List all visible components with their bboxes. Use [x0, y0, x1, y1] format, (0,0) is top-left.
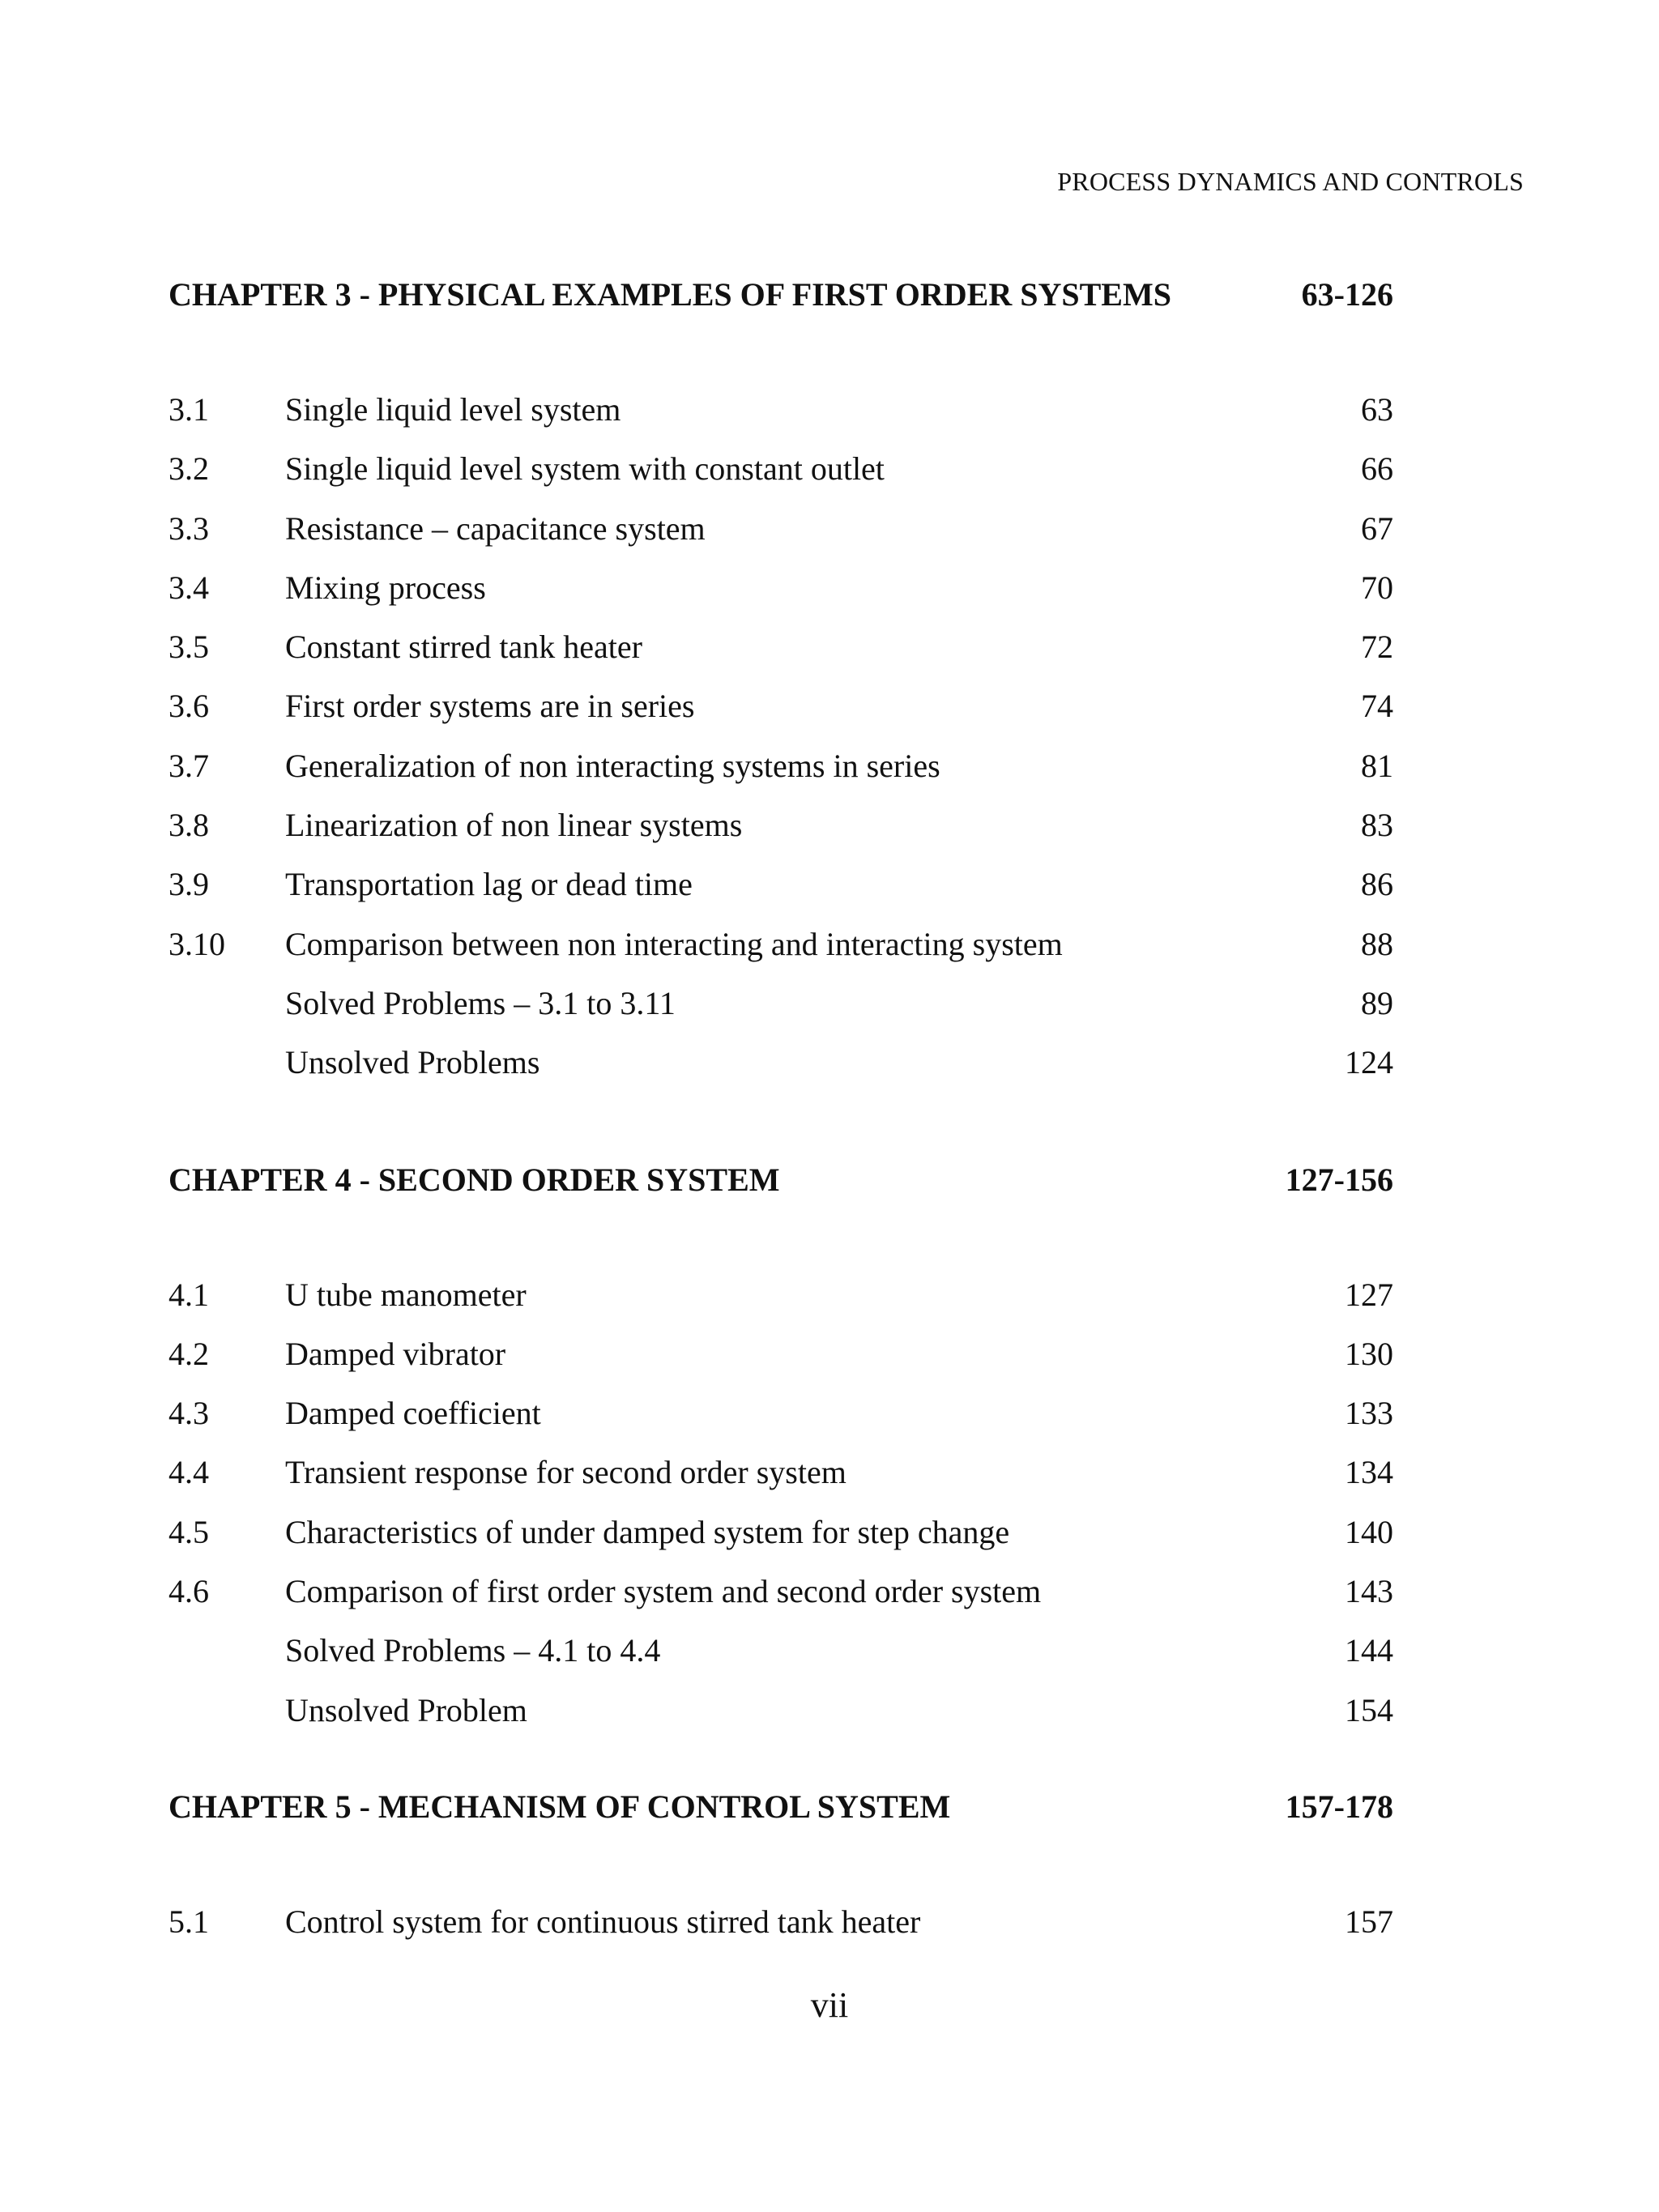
- section-number: 3.1: [168, 391, 209, 428]
- section-title: Damped coefficient: [285, 1395, 541, 1432]
- section-number: 3.2: [168, 450, 209, 488]
- chapter-heading: [168, 275, 1393, 321]
- toc-entry: [168, 687, 1393, 746]
- toc-entry: [168, 1631, 1393, 1690]
- section-title: Control system for continuous stirred tank heater: [285, 1903, 921, 1940]
- section-page: 157: [1345, 1903, 1393, 1940]
- section-title: Transportation lag or dead time: [285, 866, 693, 903]
- section-page: 67: [1361, 509, 1393, 547]
- section-page: 154: [1345, 1691, 1393, 1728]
- section-title: Damped vibrator: [285, 1335, 506, 1372]
- chapter-page-range: 63-126: [1301, 276, 1393, 313]
- section-page: 81: [1361, 747, 1393, 784]
- section-page: 144: [1345, 1632, 1393, 1669]
- section-title: Single liquid level system: [285, 391, 621, 428]
- toc-entry: [168, 865, 1393, 924]
- toc-entry: [168, 1572, 1393, 1631]
- section-title: Unsolved Problem: [285, 1691, 527, 1728]
- table-of-contents: [168, 275, 1393, 1962]
- chapter-title: CHAPTER 4 - SECOND ORDER SYSTEM: [168, 1161, 780, 1198]
- section-title: First order systems are in series: [285, 688, 695, 725]
- section-number: 3.5: [168, 629, 209, 666]
- section-page: 89: [1361, 984, 1393, 1021]
- toc-entry: [168, 569, 1393, 628]
- section-number: 4.2: [168, 1335, 209, 1372]
- toc-entry: [168, 1453, 1393, 1512]
- page-number: vii: [810, 1985, 849, 2025]
- toc-entry: [168, 925, 1393, 984]
- chapter-title: CHAPTER 3 - PHYSICAL EXAMPLES OF FIRST ORDER SYSTEMS: [168, 276, 1171, 313]
- section-title: Comparison between non interacting and interacting system: [285, 925, 1063, 962]
- section-page: 70: [1361, 569, 1393, 606]
- section-title: Solved Problems – 3.1 to 3.11: [285, 984, 676, 1021]
- section-page: 74: [1361, 688, 1393, 725]
- chapter-heading: [168, 1161, 1393, 1206]
- section-page: 88: [1361, 925, 1393, 962]
- section-title: U tube manometer: [285, 1276, 527, 1313]
- toc-entry: [168, 984, 1393, 1043]
- section-number: 5.1: [168, 1903, 209, 1940]
- chapter-entries: [168, 390, 1393, 1103]
- section-title: Transient response for second order system: [285, 1454, 847, 1491]
- toc-entry: [168, 390, 1393, 450]
- section-number: 3.7: [168, 747, 209, 784]
- section-number: 3.3: [168, 509, 209, 547]
- section-number: 4.6: [168, 1573, 209, 1610]
- section-title: Constant stirred tank heater: [285, 629, 642, 666]
- section-title: Characteristics of under damped system for step change: [285, 1513, 1010, 1550]
- section-page: 143: [1345, 1573, 1393, 1610]
- toc-entry: [168, 1043, 1393, 1102]
- section-page: 63: [1361, 391, 1393, 428]
- section-title: Mixing process: [285, 569, 486, 606]
- chapter-heading: [168, 1788, 1393, 1833]
- section-page: 124: [1345, 1044, 1393, 1081]
- section-number: 4.4: [168, 1454, 209, 1491]
- toc-entry: [168, 747, 1393, 806]
- toc-entry: [168, 1691, 1393, 1750]
- chapter-entries: [168, 1903, 1393, 1962]
- section-page: 127: [1345, 1276, 1393, 1313]
- section-title: Single liquid level system with constant outlet: [285, 450, 885, 488]
- section-title: Comparison of first order system and second order system: [285, 1573, 1042, 1610]
- toc-entry: [168, 1335, 1393, 1394]
- chapter-page-range: 157-178: [1285, 1788, 1393, 1825]
- section-title: Generalization of non interacting systems in series: [285, 747, 940, 784]
- section-page: 72: [1361, 629, 1393, 666]
- chapter-page-range: 127-156: [1285, 1161, 1393, 1198]
- running-head: PROCESS DYNAMICS AND CONTROLS: [1057, 167, 1524, 196]
- toc-entry: [168, 1276, 1393, 1335]
- toc-entry: [168, 1903, 1393, 1962]
- section-page: 66: [1361, 450, 1393, 488]
- chapter-title: CHAPTER 5 - MECHANISM OF CONTROL SYSTEM: [168, 1788, 951, 1825]
- chapter-entries: [168, 1276, 1393, 1750]
- section-page: 83: [1361, 807, 1393, 844]
- section-page: 134: [1345, 1454, 1393, 1491]
- section-number: 3.6: [168, 688, 209, 725]
- section-page: 133: [1345, 1395, 1393, 1432]
- section-page: 140: [1345, 1513, 1393, 1550]
- toc-entry: [168, 806, 1393, 865]
- section-title: Linearization of non linear systems: [285, 807, 743, 844]
- section-number: 3.8: [168, 807, 209, 844]
- section-title: Resistance – capacitance system: [285, 509, 706, 547]
- section-number: 3.9: [168, 866, 209, 903]
- section-page: 86: [1361, 866, 1393, 903]
- section-number: 4.5: [168, 1513, 209, 1550]
- section-number: 4.3: [168, 1395, 209, 1432]
- section-title: Unsolved Problems: [285, 1044, 540, 1081]
- section-page: 130: [1345, 1335, 1393, 1372]
- toc-entry: [168, 1513, 1393, 1572]
- toc-entry: [168, 450, 1393, 509]
- toc-entry: [168, 1394, 1393, 1453]
- section-number: 3.4: [168, 569, 209, 606]
- section-number: 3.10: [168, 925, 225, 962]
- toc-entry: [168, 628, 1393, 687]
- section-number: 4.1: [168, 1276, 209, 1313]
- toc-entry: [168, 509, 1393, 569]
- section-title: Solved Problems – 4.1 to 4.4: [285, 1632, 661, 1669]
